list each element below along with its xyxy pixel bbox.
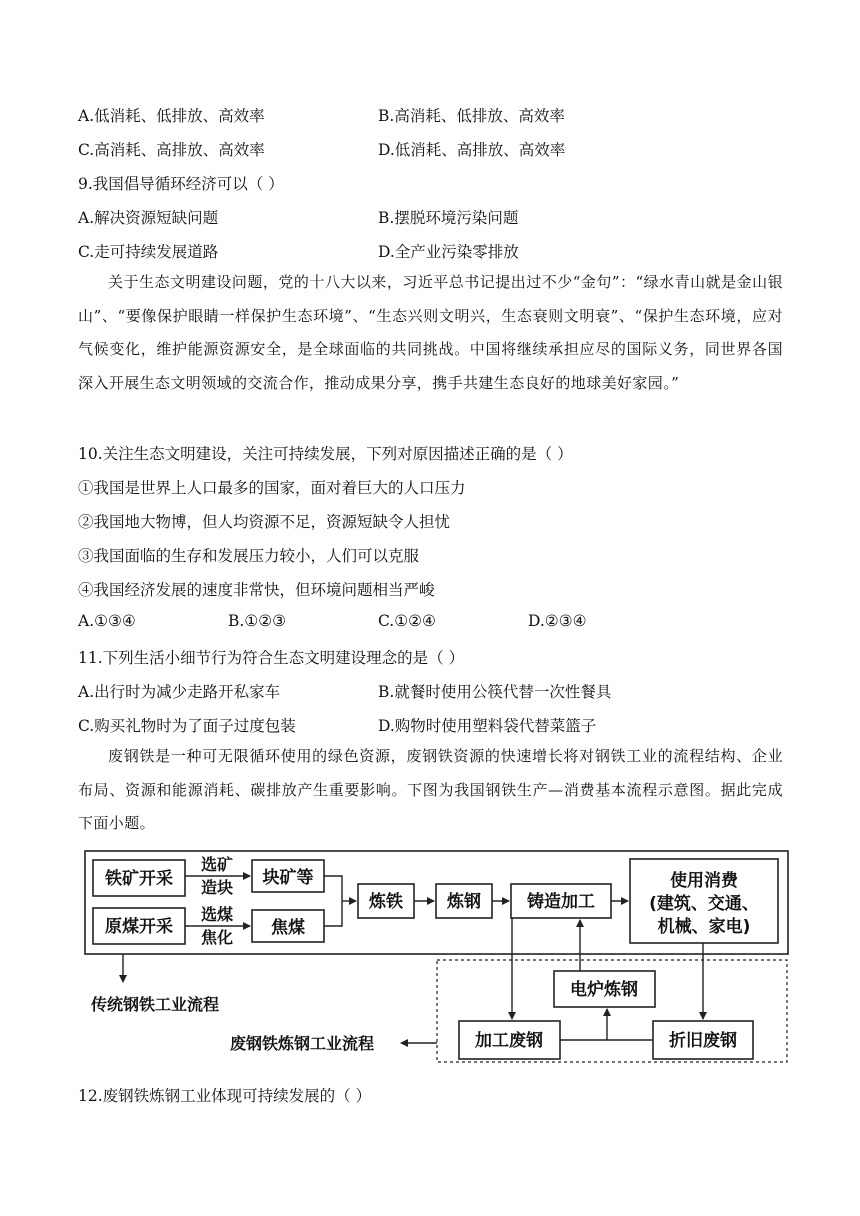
q10-option-d: D.②③④ — [528, 612, 587, 630]
q11-stem: 11.下列生活小细节行为符合生态文明建设理念的是（ ） — [78, 649, 465, 667]
q11-option-c: C.购买礼物时为了面子过度包装 — [78, 717, 296, 735]
q10-option-c: C.①②④ — [378, 612, 436, 630]
scrap-flow-label: 废钢铁炼钢工业流程 — [230, 1034, 375, 1053]
coal-mining-label: 原煤开采 — [105, 917, 173, 937]
q11-option-b: B.就餐时使用公筷代替一次性餐具 — [378, 683, 612, 701]
q10-statement-4: ④我国经济发展的速度非常快，但环境问题相当严峻 — [78, 581, 435, 599]
ironmaking-label: 炼铁 — [369, 892, 403, 912]
coal-proc-label-2: 焦化 — [200, 928, 234, 947]
q9-option-c: C.走可持续发展道路 — [78, 243, 219, 261]
old-scrap-label: 折旧废钢 — [669, 1031, 737, 1051]
iron-mining-label: 铁矿开采 — [105, 869, 173, 889]
coke-label: 焦煤 — [271, 918, 305, 938]
use-label-3: 机械、家电) — [657, 917, 751, 937]
q12-stem: 12.废钢铁炼钢工业体现可持续发展的（ ） — [78, 1087, 372, 1105]
eaf-label: 电炉炼钢 — [570, 980, 638, 1000]
steelmaking-label: 炼钢 — [447, 892, 481, 912]
coal-proc-label-1: 选煤 — [200, 905, 234, 924]
q10-statement-1: ①我国是世界上人口最多的国家，面对着巨大的人口压力 — [78, 479, 466, 497]
q8-option-c: C.高消耗、高排放、高效率 — [78, 141, 265, 159]
traditional-flow-label: 传统钢铁工业流程 — [91, 995, 220, 1014]
q10-stem: 10.关注生态文明建设，关注可持续发展，下列对原因描述正确的是（ ） — [78, 445, 573, 463]
use-label-1: 使用消费 — [670, 871, 738, 891]
passage-ecological-civilization: 关于生态文明建设问题，党的十八大以来，习近平总书记提出过不少“金句”：“绿水青山就是金山银山”、“要像保护眼睛一样保护生态环境”、“生态兴则文明兴，生态衰则文明衰”、“保护生态环境，应对气候变化，维护能源资源安全，是全球面临的共同挑战。中国将继续承担应尽的国际义务，同世界各国深入开展生态文明领域的交流合作，推动成果分享，携手共建生态良好的地球美好家园。” — [78, 273, 783, 392]
q10-statement-3: ③我国面临的生存和发展压力较小，人们可以克服 — [78, 547, 420, 565]
q11-option-a: A.出行时为减少走路开私家车 — [78, 683, 281, 701]
q8-option-a: A.低消耗、低排放、高效率 — [78, 107, 265, 125]
q10-statement-2: ②我国地大物博，但人均资源不足，资源短缺令人担忧 — [78, 513, 451, 531]
passage-scrap-steel: 废钢铁是一种可无限循环使用的绿色资源，废钢铁资源的快速增长将对钢铁工业的流程结构、企业布局、资源和能源消耗、碳排放产生重要影响。下图为我国钢铁生产—消费基本流程示意图。据此完成下面小题。 — [78, 747, 783, 832]
q11-option-d: D.购物时使用塑料袋代替菜篮子 — [378, 717, 597, 735]
q10-option-b: B.①②③ — [228, 612, 287, 630]
merge-line — [324, 876, 342, 926]
ore-proc-label-2: 造块 — [200, 878, 234, 897]
q9-stem: 9.我国倡导循环经济可以（ ） — [78, 175, 284, 193]
q8-option-d: D.低消耗、高排放、高效率 — [378, 141, 566, 159]
casting-label: 铸造加工 — [527, 892, 595, 912]
lump-ore-label: 块矿等 — [262, 868, 314, 888]
q9-option-a: A.解决资源短缺问题 — [78, 209, 219, 227]
q8-option-b: B.高消耗、低排放、高效率 — [378, 107, 565, 125]
process-scrap-label: 加工废钢 — [475, 1031, 543, 1051]
q9-option-d: D.全产业污染零排放 — [378, 243, 519, 261]
q9-option-b: B.摆脱环境污染问题 — [378, 209, 519, 227]
q10-option-a: A.①③④ — [78, 612, 136, 630]
ore-proc-label-1: 选矿 — [200, 855, 234, 874]
use-label-2: (建筑、交通、 — [649, 894, 759, 914]
